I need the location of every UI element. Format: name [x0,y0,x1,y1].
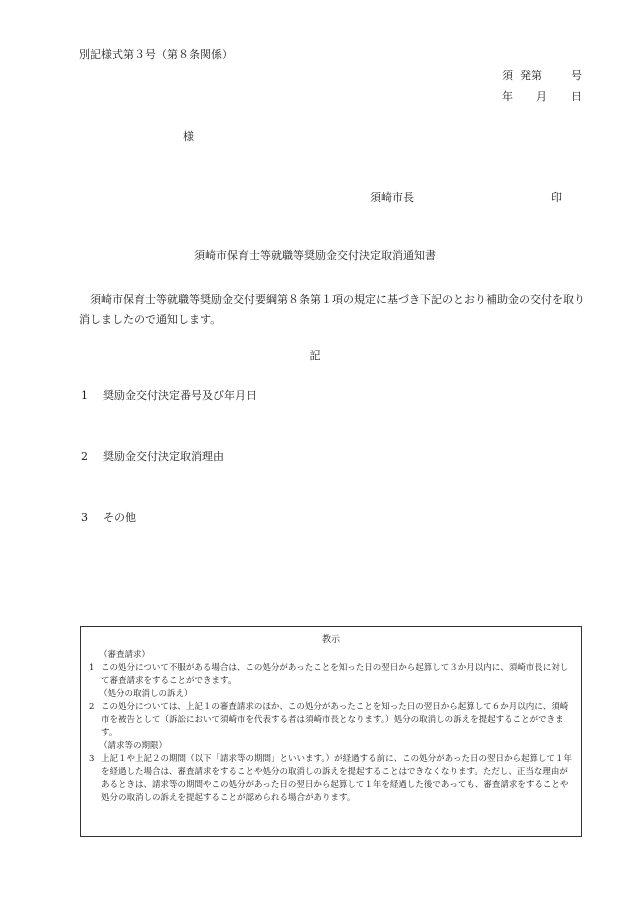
item-label: 奨励金交付決定取消理由 [103,450,224,463]
item-label: その他 [103,511,136,524]
date-year: 年 [502,90,513,103]
issuer-name: 須崎市長 [370,191,414,204]
notice-heading-review: （審査請求） [99,650,151,660]
paragraph-text: 上記１や上記２の期間（以下「請求等の期間」といいます。）が経過する前に、この処分があった日の翌日から起算して１年を経過した場合は、審査請求をすることや処分の取消しの訴えを提起することはできなくなります。ただし、正当な理由があるときは、請求等の期間やこの処分があった日の翌日から起算して１年を経過した後であっても、審査請求をすることや処分の取消しの訴えを提起することが認められる場合があります。 [101,754,572,803]
item-label: 奨励金交付決定番号及び年月日 [103,389,257,402]
item-number: 2 [81,450,88,463]
paragraph-text: この処分については、上記１の審査請求のほか、この処分があったことを知った日の翌日から起算して６か月以内に、須崎市を被告として（訴訟において須崎市を代表する者は須崎市長となります。）処分の取消しの訴えを提起することができます。 [101,702,569,738]
document-title: 須崎市保育士等就職等奨励金交付決定取消通知書 [194,249,436,262]
date-month: 月 [536,90,547,103]
notice-box [80,626,582,837]
addressee: 様 [183,130,194,143]
issue-suffix: 号 [571,69,582,82]
item-cancel-reason [81,451,224,462]
form-label: 別記様式第３号（第８条関係） [79,48,233,61]
paragraph-text: この処分について不服がある場合は、この処分があったことを知った日の翌日から起算して３か月以内に、須崎市長に対して審査請求をすることができます。 [101,663,569,686]
notice-title: 教示 [321,635,340,645]
paragraph-number: 1 [89,663,95,673]
notice-paragraph-deadline [87,753,575,805]
ki-heading: 記 [309,349,321,362]
item-number: 1 [81,389,88,402]
notice-paragraph-review [87,662,575,688]
body-text: 須崎市保育士等就職等奨励金交付要綱第８条第１項の規定に基づき下記のとおり補助金の交付を取り消しましたので通知します。 [79,293,585,326]
seal-mark: 印 [551,191,562,204]
issue-prefix: 須 [502,69,513,82]
date-day: 日 [571,90,582,103]
issue-label: 発第 [520,69,542,82]
paragraph-number: 2 [89,702,95,712]
notice-paragraph-lawsuit [87,701,575,740]
item-other [81,512,136,523]
item-number: 3 [81,511,88,524]
notice-heading-deadline: （請求等の期限） [99,741,168,751]
item-decision-number [81,390,257,401]
paragraph-number: 3 [89,754,95,764]
notice-heading-lawsuit: （処分の取消しの訴え） [99,689,193,699]
